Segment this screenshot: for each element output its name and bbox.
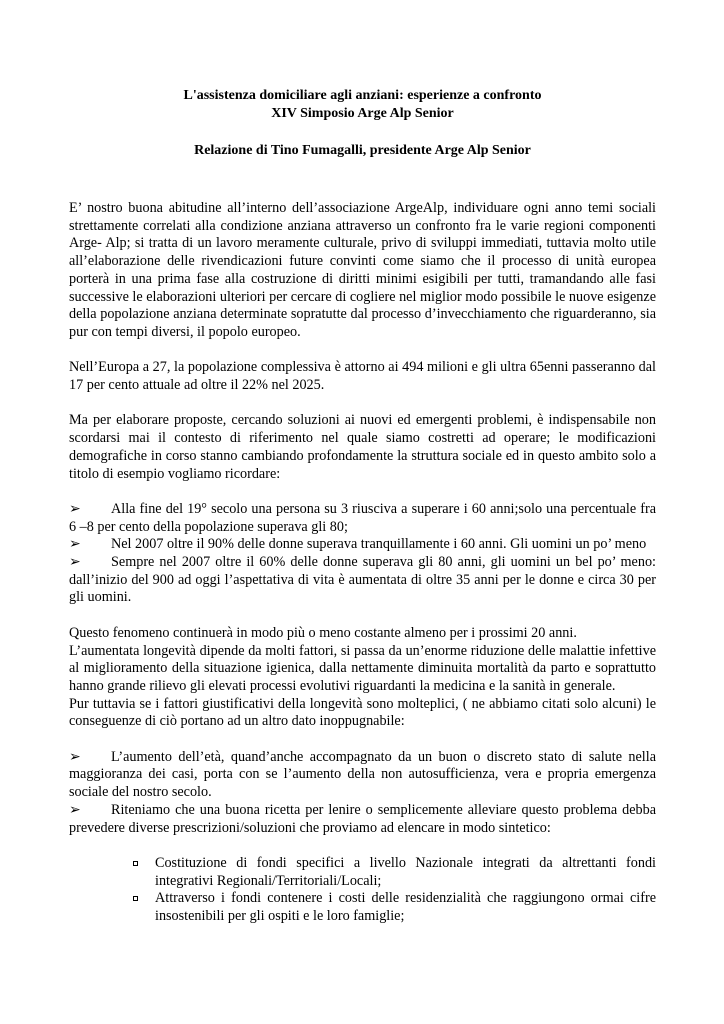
- title-block: [69, 0, 656, 160]
- arrow-bullet-icon: ➢: [69, 748, 81, 765]
- arrow-bullet-icon: ➢: [69, 801, 81, 818]
- paragraph-phenomenon: Questo fenomeno continuerà in modo più o meno costante almeno per i prossimi 20 anni.: [69, 624, 577, 641]
- paragraph-europe: Nell’Europa a 27, la popolazione complessiva è attorno ai 494 milioni e gli ultra 65enni passeranno dal 17 per cento attuale ad oltre il 22% nel 2025.: [69, 359, 656, 394]
- arrow-bullet-icon: ➢: [69, 536, 81, 553]
- arrow-bullet-icon: ➢: [69, 554, 81, 571]
- document-title: L'assistenza domiciliare agli anziani: esperienze a confronto: [183, 88, 542, 103]
- list-item: ➢ L’aumento dell’età, quand’anche accompagnato da un buon o discreto stato di salute nella maggioranza dei casi, porta con se l’aumento della non autosufficienza, vera e propria emergenza sociale del nostro secolo.: [69, 748, 656, 801]
- list-item: Costituzione di fondi specifici a livello Nazionale integrati da altrettanti fondi integrativi Regionali/Territoriali/Locali;: [133, 855, 656, 890]
- arrow-list-consequences: [69, 749, 656, 838]
- paragraph-proposals: Ma per elaborare proposte, cercando soluzioni ai nuovi ed emergenti problemi, è indispensabile non scordarsi mai il contesto di riferimento nel quale siamo costretti ad operare; le modificazioni demografiche in corso stanno cambiando profondamente la struttura sociale ed in questo ambito solo a titolo di esempio vogliamo ricordare:: [69, 412, 656, 482]
- document-body: [69, 200, 656, 926]
- square-bullet-icon: [133, 896, 138, 901]
- arrow-list-demographics: [69, 501, 656, 607]
- arrow-bullet-icon: ➢: [69, 500, 81, 517]
- square-bullet-list: [69, 855, 656, 926]
- paragraph-longevity: L’aumentata longevità dipende da molti fattori, si passa da un’enorme riduzione delle malattie infettive al miglioramento della situazione igienica, dalla nettamente diminuita mortalità da parto e soprattutto hanno grande rilievo gli elevati processi evolutivi riguardanti la medicina e la sanità in generale.: [69, 642, 656, 694]
- list-item: Attraverso i fondi contenere i costi delle residenzialità che raggiungono ormai cifre insostenibili per gli ospiti e le loro famiglie;: [133, 890, 656, 925]
- paragraph-intro: E’ nostro buona abitudine all’interno dell’associazione ArgeAlp, individuare ogni anno temi sociali strettamente correlati alla condizione anziana attraverso un confronto fra le varie regioni componenti Arge- Alp; si tratta di un lavoro meramente culturale, privo di sviluppi immediati, tuttavia molto utile all’elaborazione delle rivendicazioni future convinti come siamo che il processo di unità europea porterà in una prima fase alla costruzione di diritti minimi esigibili per tutti, tramandando alle fasi successive le elaborazioni ulteriori per cercare di cogliere nel miglior modo possibile le nuove esigenze della popolazione anziana determinate sopratutte dal processo d’invecchiamento che riguarderanno, sia pur con tempi diversi, il popolo europeo.: [69, 200, 656, 340]
- list-item: ➢ Nel 2007 oltre il 90% delle donne superava tranquillamente i 60 anni. Gli uomini un po’ meno: [69, 536, 647, 553]
- list-item: ➢ Riteniamo che una buona ricetta per lenire o semplicemente alleviare questo problema debba prevedere diverse prescrizioni/soluzioni che proviamo ad elencare in modo sintetico:: [69, 801, 656, 836]
- list-item: ➢ Sempre nel 2007 oltre il 60% delle donne superava gli 80 anni, gli uomini un bel po’ meno: dall’inizio del 900 ad oggi l’aspettativa di vita è aumentata di oltre 35 anni per le donne e circa 30 per gli uomini.: [69, 554, 656, 606]
- document-subtitle: XIV Simposio Arge Alp Senior: [271, 106, 454, 121]
- square-bullet-icon: [133, 861, 138, 866]
- list-item: ➢ Alla fine del 19° secolo una persona su 3 riusciva a superare i 60 anni;solo una percentuale fra 6 –8 per cento della popolazione superava gli 80;: [69, 500, 656, 535]
- paragraph-factors: Pur tuttavia se i fattori giustificativi della longevità sono molteplici, ( ne abbiamo citati solo alcuni) le conseguenze di ciò portano ad un altro dato inoppugnabile:: [69, 695, 656, 730]
- document-author-line: Relazione di Tino Fumagalli, presidente Arge Alp Senior: [194, 143, 531, 158]
